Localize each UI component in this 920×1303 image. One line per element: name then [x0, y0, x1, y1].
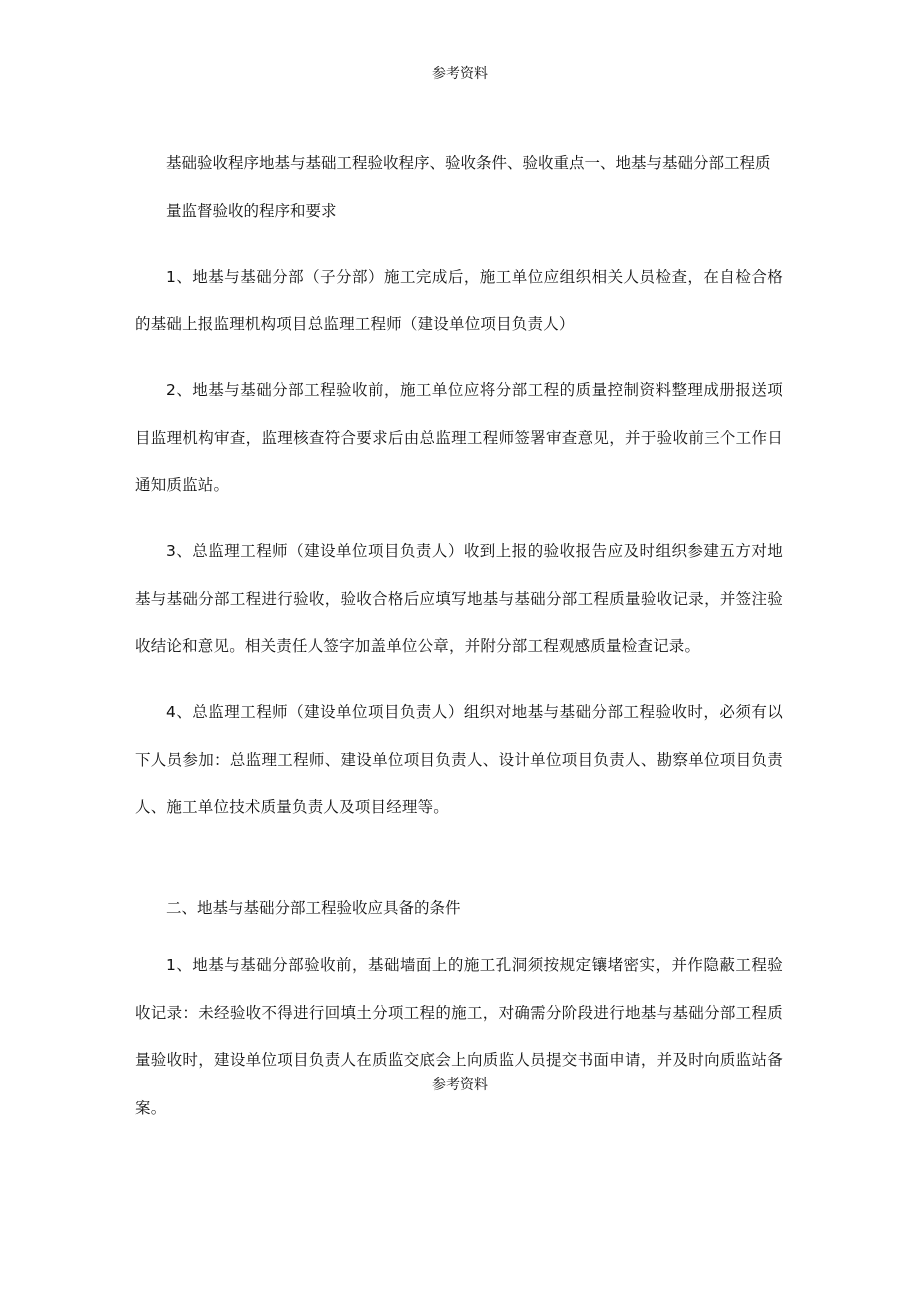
page-footer: 参考资料 — [432, 1077, 488, 1093]
section2-item-1: 1、地基与基础分部验收前，基础墙面上的施工孔洞须按规定镶堵密实，并作隐蔽工程验收记录：未经验收不得进行回填土分项工程的施工，对确需分阶段进行地基与基础分部工程质量验收时，建设单位项目负责人在质监交底会上向质监人员提交书面申请，并及时向质监站备案。 — [135, 956, 783, 1117]
document-title: 基础验收程序地基与基础工程验收程序、验收条件、验收重点一、地基与基础分部工程质量监督验收的程序和要求 — [166, 154, 771, 220]
section2-title: 二、地基与基础分部工程验收应具备的条件 — [166, 899, 461, 917]
section1-item-3: 3、总监理工程师（建设单位项目负责人）收到上报的验收报告应及时组织参建五方对地基与基础分部工程进行验收，验收合格后应填写地基与基础分部工程质量验收记录，并签注验收结论和意见。相关责任人签字加盖单位公章，并附分部工程观感质量检查记录。 — [135, 542, 783, 655]
section1-item-2: 2、地基与基础分部工程验收前，施工单位应将分部工程的质量控制资料整理成册报送项目监理机构审查，监理核查符合要求后由总监理工程师签署审查意见，并于验收前三个工作日通知质监站。 — [135, 381, 783, 494]
document-body — [135, 140, 783, 1151]
page-header: 参考资料 — [432, 66, 488, 82]
section1-item-1: 1、地基与基础分部（子分部）施工完成后，施工单位应组织相关人员检查，在自检合格的基础上报监理机构项目总监理工程师（建设单位项目负责人） — [135, 267, 783, 333]
section-gap — [135, 850, 783, 894]
section1-item-4: 4、总监理工程师（建设单位项目负责人）组织对地基与基础分部工程验收时，必须有以下人员参加：总监理工程师、建设单位项目负责人、设计单位项目负责人、勘察单位项目负责人、施工单位技术质量负责人及项目经理等。 — [135, 703, 783, 816]
